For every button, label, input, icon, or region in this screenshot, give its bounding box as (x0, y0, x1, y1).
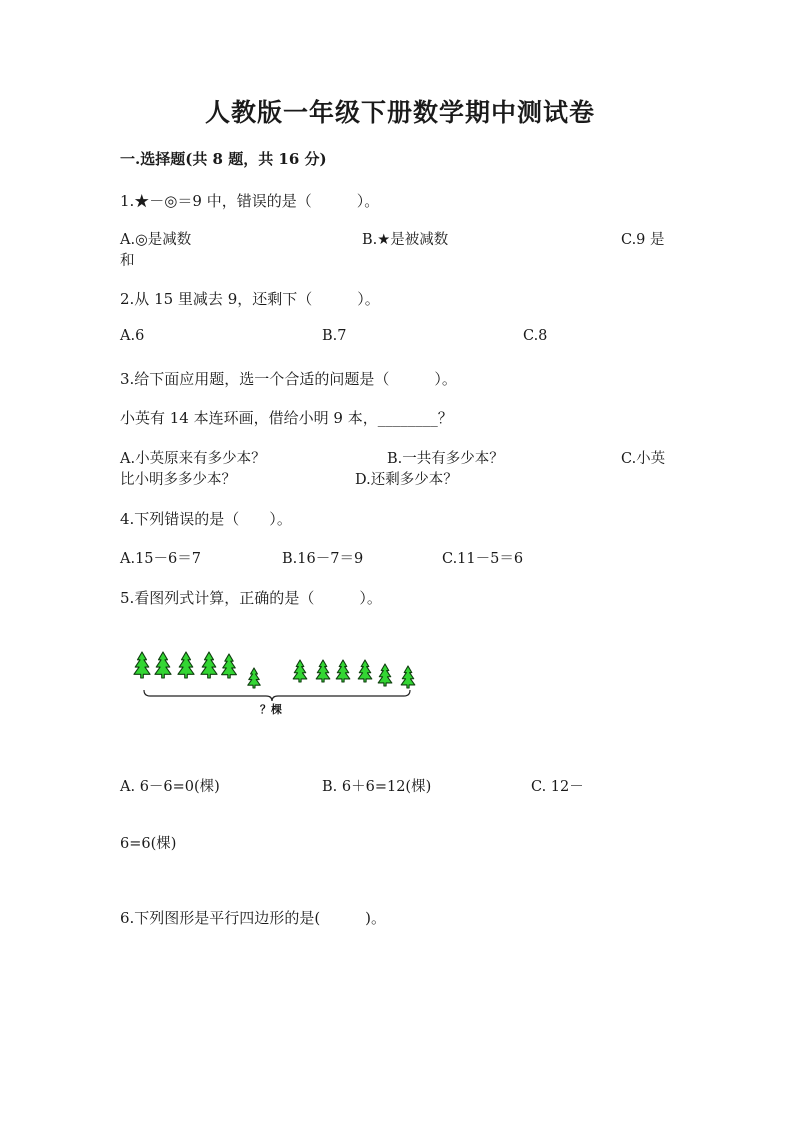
question-4-option-c: C.11－5＝6 (442, 551, 524, 567)
question-1-option-c-wrap: 和 (120, 253, 135, 269)
tree-icon (378, 664, 392, 686)
question-3-stem: 3.给下面应用题，选一个合适的问题是（ ）。 (120, 370, 457, 388)
right-tree-4 (358, 660, 372, 682)
question-3-option-c: C.小英 (621, 451, 666, 467)
brace (144, 690, 410, 701)
left-tree-6 (248, 668, 260, 688)
question-3-context: 小英有 14 本连环画，借给小明 9 本，________？ (120, 409, 453, 427)
question-1-option-a: A.◎是减数 (120, 232, 192, 248)
question-4-stem: 4.下列错误的是（ ）。 (120, 510, 292, 528)
tree-icon (155, 652, 171, 678)
right-tree-3 (336, 660, 350, 682)
section-heading: 一.选择题(共 8 题，共 16 分) (120, 150, 327, 168)
tree-icon (401, 666, 415, 688)
question-3-option-c-wrap: 比小明多多少本？ (120, 472, 236, 488)
right-tree-5 (378, 664, 392, 686)
question-3-option-b: B.一共有多少本？ (387, 451, 504, 467)
question-5-option-b: B. 6＋6=12(棵) (322, 779, 432, 795)
question-4-option-a: A.15－6＝7 (120, 551, 201, 567)
question-4-option-b: B.16－7＝9 (282, 551, 364, 567)
tree-figure (128, 640, 428, 720)
question-5-option-a: A. 6－6=0(棵) (120, 779, 220, 795)
question-2-option-b: B.7 (322, 328, 347, 344)
right-tree-2 (316, 660, 330, 682)
tree-icon (248, 668, 260, 688)
right-tree-1 (293, 660, 307, 682)
left-tree-5 (222, 654, 237, 678)
left-tree-1 (134, 652, 150, 678)
question-1-option-b: B.★是被减数 (362, 232, 449, 248)
question-1-stem: 1.★－◎＝9 中，错误的是（ ）。 (120, 192, 380, 210)
question-2-option-c: C.8 (523, 328, 548, 344)
tree-figure-svg (128, 640, 428, 720)
tree-icon (178, 652, 194, 678)
question-5-stem: 5.看图列式计算，正确的是（ ）。 (120, 589, 382, 607)
question-5-option-c-wrap: 6=6(棵) (120, 836, 177, 852)
question-2-option-a: A.6 (120, 328, 145, 344)
tree-icon (293, 660, 307, 682)
left-tree-2 (155, 652, 171, 678)
tree-icon (134, 652, 150, 678)
tree-icon (222, 654, 237, 678)
tree-icon (201, 652, 217, 678)
tree-icon (336, 660, 350, 682)
page-title: 人教版一年级下册数学期中测试卷 (204, 98, 595, 127)
left-tree-4 (201, 652, 217, 678)
tree-group (134, 652, 415, 688)
tree-icon (316, 660, 330, 682)
tree-icon (358, 660, 372, 682)
question-6-stem: 6.下列图形是平行四边形的是( )。 (120, 909, 387, 927)
question-5-option-c: C. 12－ (531, 779, 584, 795)
question-3-option-a: A.小英原来有多少本？ (120, 451, 266, 467)
tree-count-label: ？棵 (260, 703, 282, 716)
left-tree-3 (178, 652, 194, 678)
right-tree-6 (401, 666, 415, 688)
question-3-option-d: D.还剩多少本？ (355, 472, 458, 488)
question-2-stem: 2.从 15 里减去 9，还剩下（ ）。 (120, 290, 380, 308)
question-1-option-c: C.9 是 (621, 232, 665, 248)
